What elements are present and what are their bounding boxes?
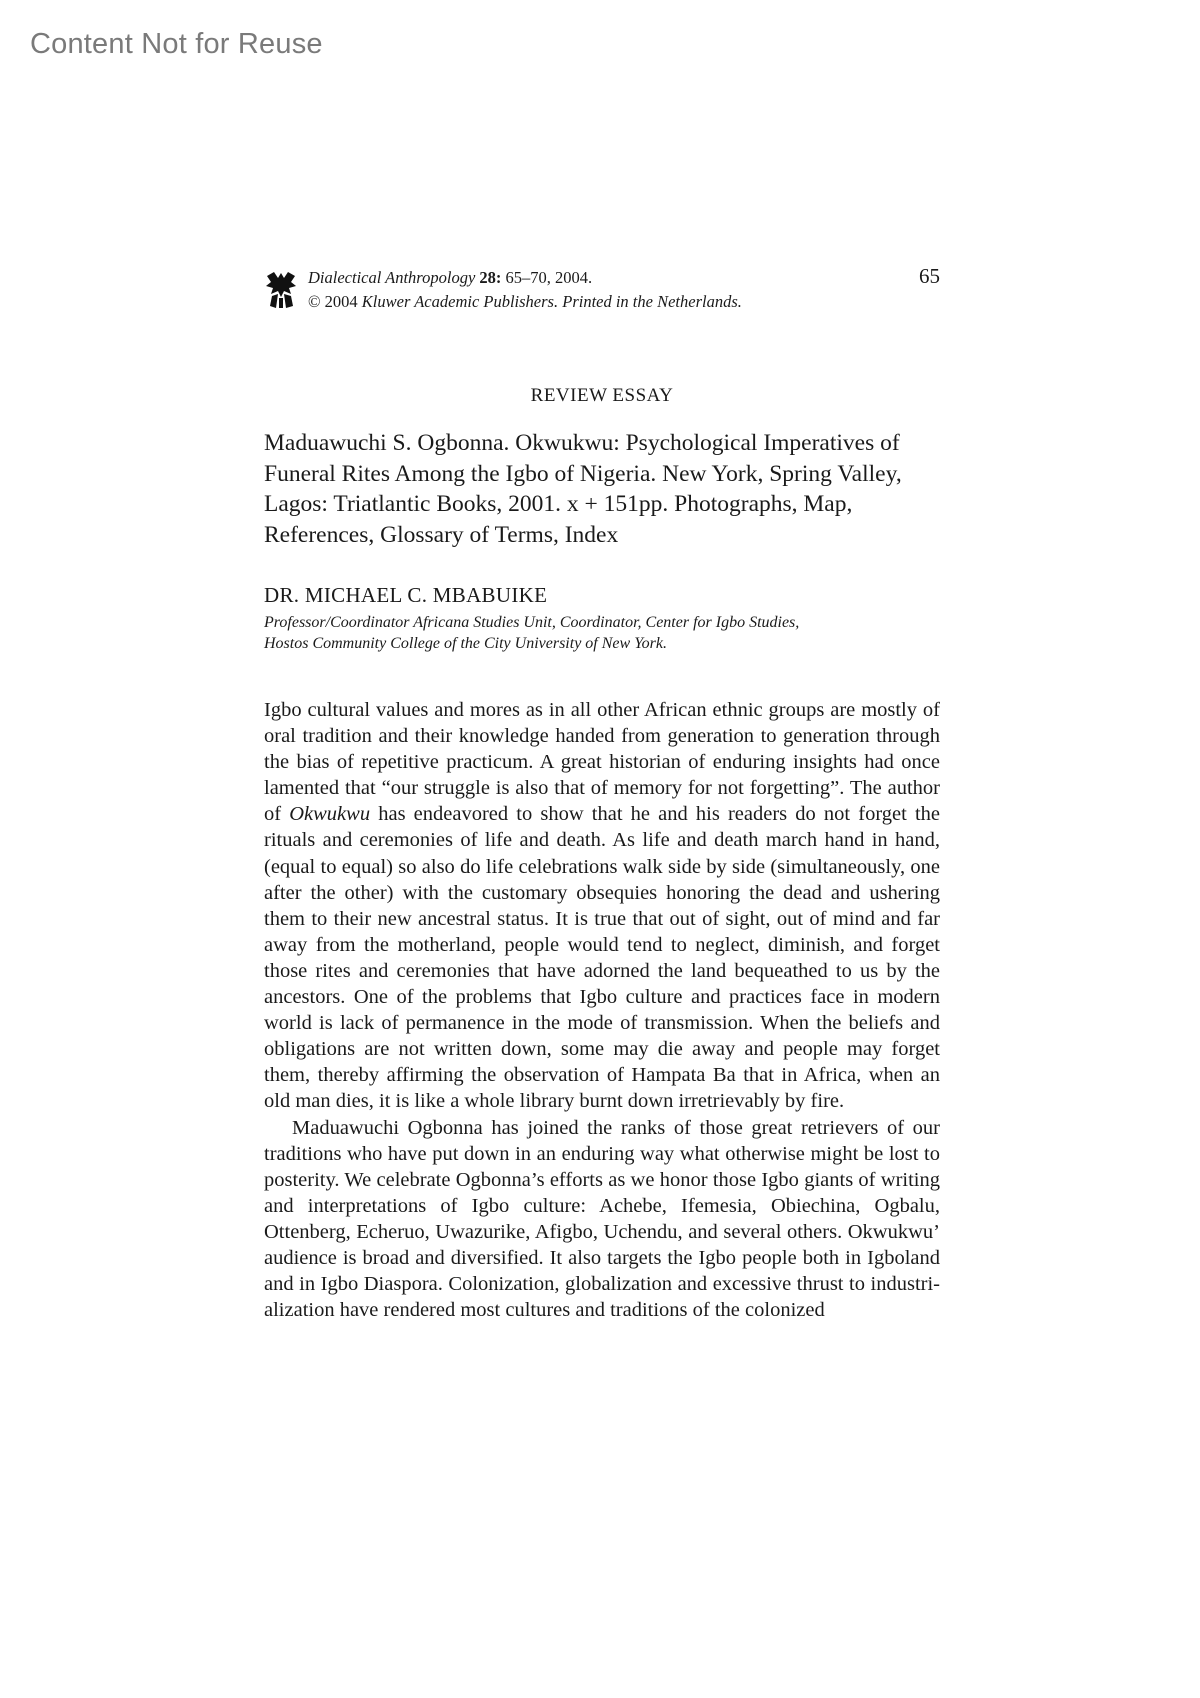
printed-location: Printed in the Netherlands. [562, 292, 742, 311]
paragraph-1-text-b: has endeavored to show that he and his readers do not forget the rituals and ceremonies of life and death. As life and death march hand in hand, (equal to equal) so also do life celebrations walk side by side (simultaneously, one after the other) with the customary obsequies honoring the dead and ushering them to their new ancestral status. It is true that out of sight, out of mind and far away from the motherland, people would tend to neglect, diminish, and forget those rites and ceremonies that have adorned the land bequeathed to us by the ancestors. One of the problems that Igbo culture and practices face in modern world is lack of permanence in the mode of transmission. When the beliefs and obligations are not written down, some may die away and people may forget them, thereby affirming the observation of Hampata Ba that in Africa, when an old man dies, it is like a whole library burnt down irretrievably by fire. [264, 803, 940, 1113]
affiliation-line-1: Professor/Coordinator Africana Studies Unit, Coordinator, Center for Igbo Studies, [264, 614, 800, 631]
watermark-text: Content Not for Reuse [30, 28, 323, 60]
reviewed-book-citation: Maduawuchi S. Ogbonna. Okwukwu: Psychological Imperatives of Funeral Rites Among the Igbo of Nigeria. New York, Spring Valley, Lagos: Triatlantic Books, 2001. x + 151pp. Photographs, Map, References, Glossary of Terms, Index [264, 430, 902, 548]
springer-horse-logo-icon [264, 270, 298, 310]
page-number: 65 [919, 264, 940, 288]
body-paragraph-1 [264, 697, 940, 1115]
paragraph-1-book-title: Okwukwu [289, 803, 371, 826]
paragraph-1-text-a: Igbo cultural values and mores as in all other African ethnic groups are mostly of oral tradition and their knowledge handed from generation to generation through the bias of repetitive practicum. A great historian of enduring insights had once lamented that “our struggle is also that of memory for not forgetting”. The author of [264, 699, 940, 826]
copyright-year: © 2004 [308, 292, 358, 311]
journal-citation [308, 266, 742, 314]
publisher-name: Kluwer Academic Publishers. [361, 292, 559, 311]
essay-type-heading: REVIEW ESSAY [530, 385, 674, 406]
journal-citation-line-2 [308, 290, 742, 314]
journal-header [264, 266, 940, 316]
author-affiliation [264, 612, 940, 654]
journal-volume: 28: [479, 268, 502, 287]
affiliation-line-2: Hostos Community College of the City University of New York. [264, 635, 667, 652]
author-name: DR. MICHAEL C. MBABUIKE [264, 583, 548, 607]
journal-pages-year: 65–70, 2004. [505, 268, 593, 287]
journal-name: Dialectical Anthropology [308, 268, 476, 287]
article-body [264, 697, 940, 1323]
journal-citation-line-1 [308, 266, 742, 290]
body-paragraph-2: Maduawuchi Ogbonna has joined the ranks of those great retrievers of our traditions who have put down in an enduring way what otherwise might be lost to posterity. We celebrate Ogbonna’s efforts as we honor those Igbo giants of writing and interpretations of Igbo culture: Achebe, Ifemesia, Obiechina, Ogbalu, Ottenberg, Echeruo, Uwazurike, Afigbo, Uchendu, and several others. Okwukwu’ audience is broad and diversified. It also targets the Igbo people both in Igboland and in Igbo Diaspora. Colonization, globalization and excessive thrust to industrialization have rendered most cultures and traditions of the colonized [264, 1116, 940, 1322]
